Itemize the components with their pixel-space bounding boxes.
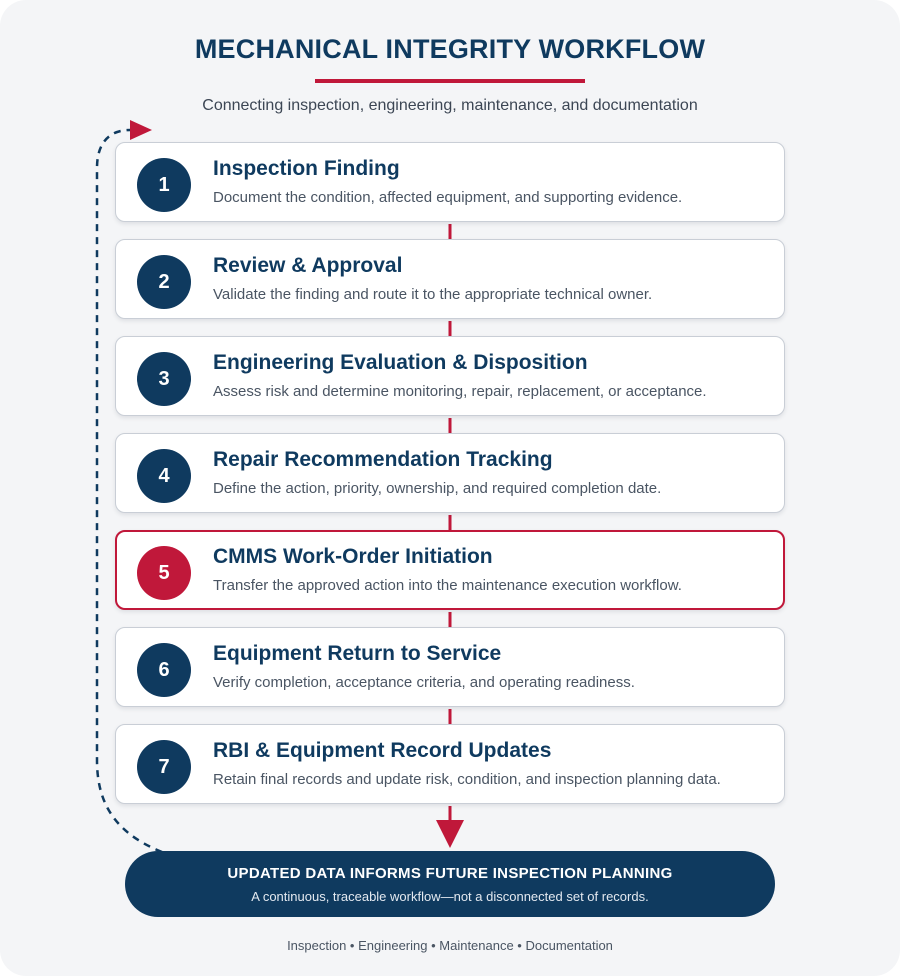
- connector-5-6: [449, 612, 452, 627]
- connector-2-3: [449, 321, 452, 336]
- step-card-7: [115, 724, 785, 804]
- step-description: Validate the finding and route it to the appropriate technical owner.: [213, 286, 653, 303]
- step-number-badge: 6: [137, 643, 191, 697]
- step-title: Engineering Evaluation & Disposition: [213, 351, 588, 374]
- connector-4-5: [449, 515, 452, 530]
- step-number-badge: 2: [137, 255, 191, 309]
- connector-6-7: [449, 709, 452, 724]
- step-title: RBI & Equipment Record Updates: [213, 739, 552, 762]
- connector-1-2: [449, 224, 452, 239]
- arrow-down-icon: [436, 820, 464, 848]
- summary-title: UPDATED DATA INFORMS FUTURE INSPECTION PLANNING: [227, 865, 673, 882]
- step-description: Verify completion, acceptance criteria, and operating readiness.: [213, 674, 635, 691]
- summary-banner: [125, 851, 775, 917]
- step-number-badge: 7: [137, 740, 191, 794]
- connector-3-4: [449, 418, 452, 433]
- step-card-3: [115, 336, 785, 416]
- step-card-1: [115, 142, 785, 222]
- step-description: Transfer the approved action into the maintenance execution workflow.: [213, 577, 682, 594]
- step-description: Define the action, priority, ownership, and required completion date.: [213, 480, 662, 497]
- step-number-badge: 3: [137, 352, 191, 406]
- step-number-badge: 5: [137, 546, 191, 600]
- step-card-5: [115, 530, 785, 610]
- step-title: Equipment Return to Service: [213, 642, 502, 665]
- summary-subtitle: A continuous, traceable workflow—not a disconnected set of records.: [251, 889, 649, 904]
- footer-text: Inspection • Engineering • Maintenance • Documentation: [287, 938, 613, 953]
- step-description: Assess risk and determine monitoring, repair, replacement, or acceptance.: [213, 383, 707, 400]
- step-title: CMMS Work-Order Initiation: [213, 545, 493, 568]
- step-number-badge: 4: [137, 449, 191, 503]
- loop-arrowhead-icon: [130, 120, 152, 140]
- step-card-2: [115, 239, 785, 319]
- step-card-6: [115, 627, 785, 707]
- step-description: Document the condition, affected equipment, and supporting evidence.: [213, 189, 683, 206]
- page-title: MECHANICAL INTEGRITY WORKFLOW: [194, 34, 706, 64]
- step-title: Inspection Finding: [213, 157, 400, 180]
- step-title: Review & Approval: [213, 254, 403, 277]
- connector-7-summary: [449, 806, 452, 822]
- page-subtitle: Connecting inspection, engineering, maintenance, and documentation: [202, 97, 698, 114]
- step-description: Retain final records and update risk, condition, and inspection planning data.: [213, 771, 721, 788]
- step-number-badge: 1: [137, 158, 191, 212]
- step-title: Repair Recommendation Tracking: [213, 448, 553, 471]
- step-card-4: [115, 433, 785, 513]
